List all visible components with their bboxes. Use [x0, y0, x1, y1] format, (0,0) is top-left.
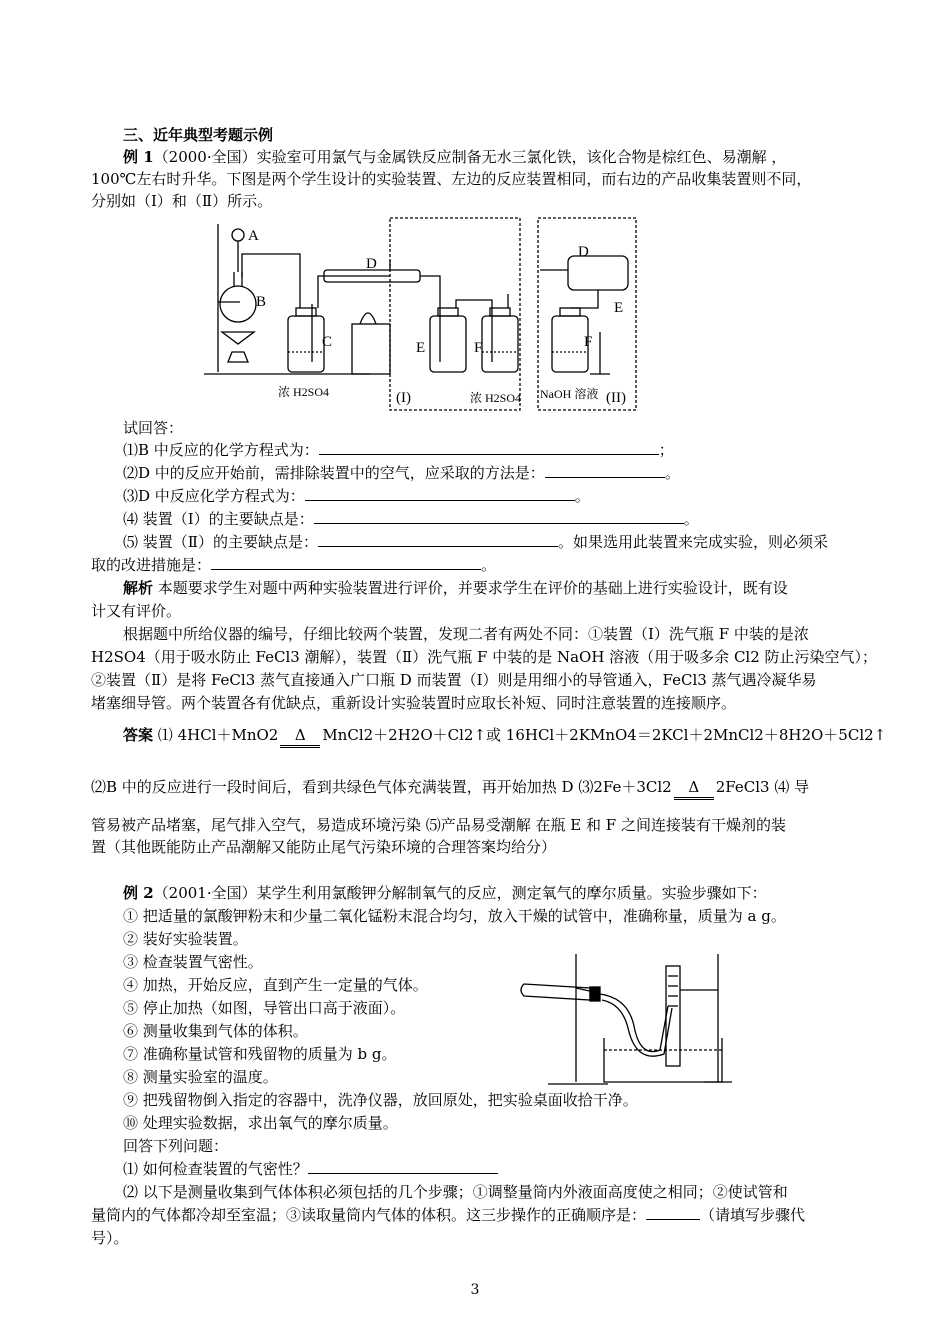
label-set-ii: (II) [606, 390, 626, 406]
answer-blank[interactable] [545, 462, 665, 478]
ex1-question-3: ⑶D 中反应化学方程式为： 。 [123, 487, 590, 505]
label-f1: F [474, 340, 483, 356]
ex2-step-1: ① 把适量的氯酸钾粉末和少量二氧化锰粉末混合均匀，放入干燥的试管中，准确称量，质量为 a g。 [123, 907, 786, 925]
ex2-step-4: ④ 加热，开始反应，直到产生一定量的气体。 [123, 976, 428, 994]
ex1-question-intro: 试回答： [123, 419, 184, 437]
ex1-question-2: ⑵D 中的反应开始前，需排除装置中的空气，应采取的方法是： 。 [123, 464, 680, 482]
analysis-line-6: 堵塞细导管。两个装置各有优缺点，重新设计实验装置时应取长补短、同时注意装置的连接顺序。 [91, 694, 737, 712]
answer-blank[interactable] [646, 1204, 700, 1220]
ex2-step-10: ⑩ 处理实验数据，求出氧气的摩尔质量。 [123, 1114, 398, 1132]
answer-blank[interactable] [314, 508, 684, 524]
ex1-question-5: ⑸ 装置（Ⅱ）的主要缺点是： 。如果选用此装置来完成实验，则必须采 [123, 533, 828, 551]
delta-symbol: Δ [674, 776, 714, 798]
ex1-label: 例 1 [123, 148, 154, 166]
ex2-answer-prompt: 回答下列问题： [123, 1137, 229, 1155]
label-c: C [322, 334, 333, 350]
ex2-apparatus-figure [518, 946, 734, 1090]
section-title: 三、近年典型考题示例 [123, 126, 274, 144]
ex1-intro-line-3: 分别如（Ⅰ）和（Ⅱ）所示。 [91, 192, 273, 210]
ex1-question-4: ⑷ 装置（Ⅰ）的主要缺点是： 。 [123, 510, 699, 528]
analysis-line-5: ②装置（Ⅱ）是将 FeCl3 蒸气直接通入广口瓶 D 而装置（Ⅰ）则是用细小的导管通入，FeCl3 蒸气遇冷凝华易 [91, 671, 817, 689]
analysis-line-2: 计又有评价。 [91, 602, 182, 620]
answer-line-2: ⑵B 中的反应进行一段时间后，看到共绿色气体充满装置，再开始加热 D ⑶2Fe＋3Cl2 Δ 2FeCl3 ⑷ 导 [91, 778, 810, 796]
ex2-step-2: ② 装好实验装置。 [123, 930, 248, 948]
ex1-apparatus-figure [200, 212, 640, 414]
label-e2: E [614, 300, 624, 316]
answer-blank[interactable] [318, 531, 558, 547]
answer-line-4: 置（其他既能防止产品潮解又能防止尾气污染环境的合理答案均给分） [91, 838, 557, 856]
label-set-i: (I) [396, 390, 411, 406]
label-h2so4-2: 浓 H2SO4 [470, 391, 522, 405]
label-naoh: NaOH 溶液 [540, 387, 599, 401]
ex2-label: 例 2 [123, 884, 154, 902]
ex1-question-1: ⑴B 中反应的化学方程式为： ； [123, 441, 674, 459]
label-d2: D [578, 244, 589, 260]
ex2-question-2-line-2: 量筒内的气体都冷却至室温；③读取量筒内气体的体积。这三步操作的正确顺序是： （请填写步骤代 [91, 1206, 806, 1224]
label-f2: F [584, 334, 593, 350]
label-a: A [248, 228, 259, 244]
ex1-intro-line-2: 100℃左右时升华。下图是两个学生设计的实验装置、左边的反应装置相同，而右边的产品收集装置则不同， [91, 170, 812, 188]
ex2-question-2-line-3: 号）。 [91, 1229, 129, 1247]
analysis-line-3: 根据题中所给仪器的编号，仔细比较两个装置，发现二者有两处不同：①装置（Ⅰ）洗气瓶 F 中装的是浓 [123, 625, 809, 643]
ex2-step-7: ⑦ 准确称量试管和残留物的质量为 b g。 [123, 1045, 397, 1063]
answer-label: 答案 [123, 726, 154, 744]
answer-line-1: 答案 ⑴ 4HCl＋MnO2 Δ MnCl2＋2H2O＋Cl2↑或 16HCl＋2KMnO4＝2KCl＋2MnCl2＋8H2O＋5Cl2↑ [123, 726, 887, 744]
answer-blank[interactable] [211, 554, 481, 570]
ex2-step-8: ⑧ 测量实验室的温度。 [123, 1068, 278, 1086]
ex2-intro: 例 2（2001·全国）某学生利用氯酸钾分解制氧气的反应，测定氧气的摩尔质量。实验步骤如下： [123, 884, 767, 902]
answer-blank[interactable] [308, 1158, 498, 1174]
label-b: B [256, 294, 267, 310]
analysis-line-1: 解析 本题要求学生对题中两种实验装置进行评价，并要求学生在评价的基础上进行实验设计，既有设 [123, 579, 788, 597]
page-number: 3 [470, 1282, 480, 1298]
ex2-step-6: ⑥ 测量收集到气体的体积。 [123, 1022, 308, 1040]
ex2-step-5: ⑤ 停止加热（如图，导管出口高于液面）。 [123, 999, 406, 1017]
ex1-question-5-cont: 取的改进措施是： 。 [91, 556, 497, 574]
ex2-step-9: ⑨ 把残留物倒入指定的容器中，洗净仪器，放回原处，把实验桌面收拾干净。 [123, 1091, 638, 1109]
ex2-step-3: ③ 检查装置气密性。 [123, 953, 263, 971]
analysis-label: 解析 [123, 579, 154, 597]
answer-blank[interactable] [319, 439, 659, 455]
ex1-intro-line-1: 例 1（2000·全国）实验室可用氯气与金属铁反应制备无水三氯化铁，该化合物是棕红色、易潮解 ， [123, 148, 787, 166]
answer-blank[interactable] [305, 485, 575, 501]
answer-line-3: 管易被产品堵塞，尾气排入空气，易造成环境污染 ⑸产品易受潮解 在瓶 E 和 F 之间连接装有干燥剂的装 [91, 816, 786, 834]
ex2-question-1: ⑴ 如何检查装置的气密性？ [123, 1158, 498, 1180]
label-h2so4-1: 浓 H2SO4 [278, 385, 330, 399]
analysis-line-4: H2SO4（用于吸水防止 FeCl3 潮解），装置（Ⅱ）洗气瓶 F 中装的是 NaOH 溶液（用于吸多余 Cl2 防止污染空气）； [91, 648, 878, 666]
delta-symbol: Δ [280, 724, 320, 746]
label-e1: E [416, 340, 426, 356]
label-d1: D [366, 256, 377, 272]
ex2-question-2-line-1: ⑵ 以下是测量收集到气体体积必须包括的几个步骤；①调整量筒内外液面高度使之相同；②使试管和 [123, 1183, 788, 1201]
